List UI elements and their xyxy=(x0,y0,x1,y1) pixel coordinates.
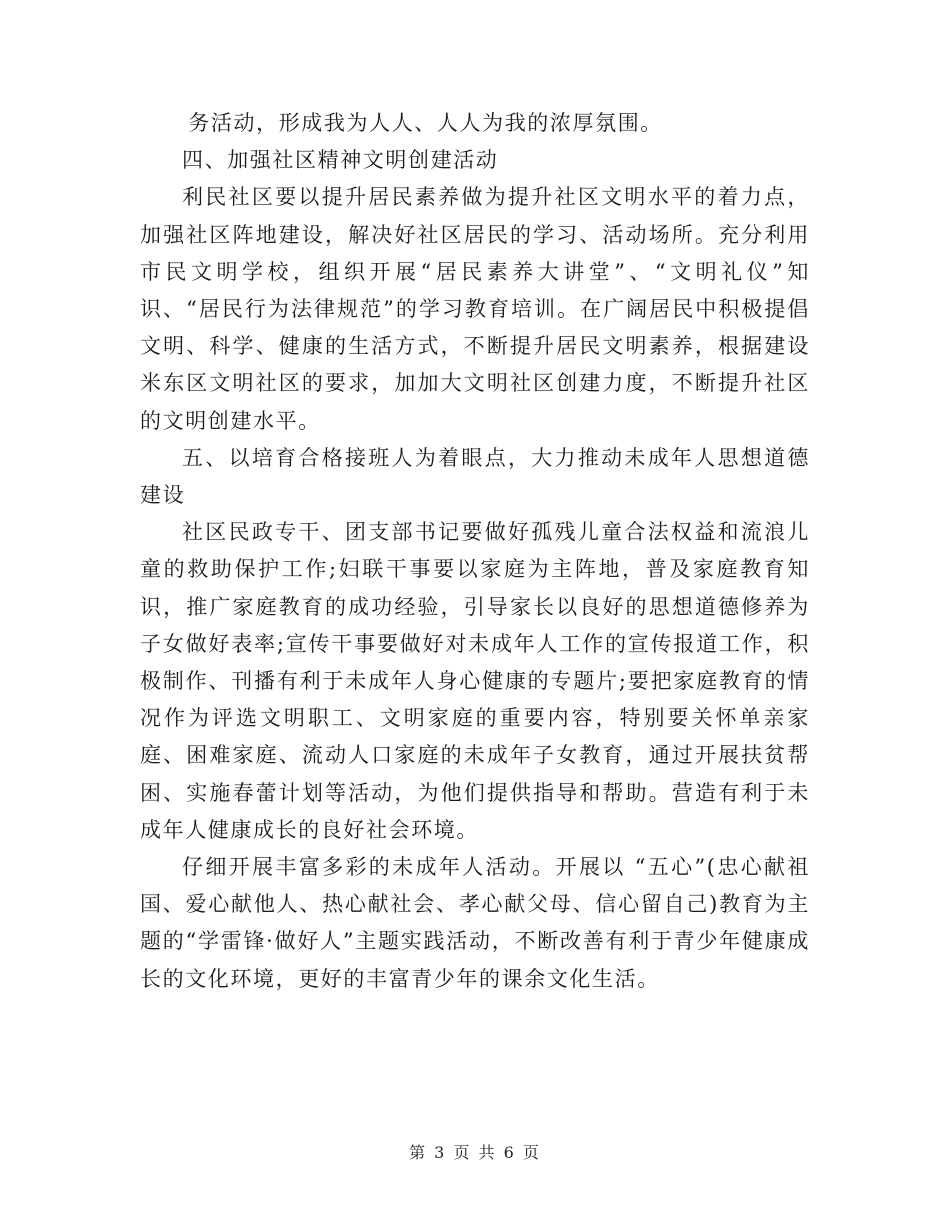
paragraph-child-protection: 社区民政专干、团支部书记要做好孤残儿童合法权益和流浪儿童的救助保护工作;妇联干事要以家庭为主阵地，普及家庭教育知识，推广家庭教育的成功经验，引导家长以良好的思想道德修养为子女做好表率;宣传干事要做好对未成年人工作的宣传报道工作，积极制作、刊播有利于未成年人身心健康的专题片;要把家庭教育的情况作为评选文明职工、文明家庭的重要内容，特别要关怀单亲家庭、困难家庭、流动人口家庭的未成年子女教育，通过开展扶贫帮困、实施春蕾计划等活动，为他们提供指导和帮助。营造有利于未成年人健康成长的良好社会环境。 xyxy=(140,520,810,842)
paragraph-community-civilization: 利民社区要以提升居民素养做为提升社区文明水平的着力点，加强社区阵地建设，解决好社区居民的学习、活动场所。充分利用市民文明学校，组织开展“居民素养大讲堂”、“文明礼仪”知识、“居民行为法律规范”的学习教育培训。在广阔居民中积极提倡文明、科学、健康的生活方式，不断提升居民文明素养，根据建设米东区文明社区的要求，加加大文明社区创建力度，不断提升社区的文明创建水平。 xyxy=(140,185,810,433)
paragraph-youth-activities: 仔细开展丰富多彩的未成年人活动。开展以 “五心”(忠心献祖国、爱心献他人、热心献社会、孝心献父母、信心留自己)教育为主题的“学雷锋·做好人”主题实践活动，不断改善有利于青少年健康成长的文化环境，更好的丰富青少年的课余文化生活。 xyxy=(140,855,810,991)
paragraph-continuation: 务活动，形成我为人人、人人为我的浓厚氛围。 xyxy=(188,111,663,135)
document-body xyxy=(140,105,810,998)
section-heading-4: 四、加强社区精神文明创建活动 xyxy=(182,148,499,173)
section-heading-5: 五、以培育合格接班人为着眼点，大力推动未成年人思想道德建设 xyxy=(140,445,810,508)
page-number-footer: 第 3 页 共 6 页 xyxy=(409,1143,541,1162)
